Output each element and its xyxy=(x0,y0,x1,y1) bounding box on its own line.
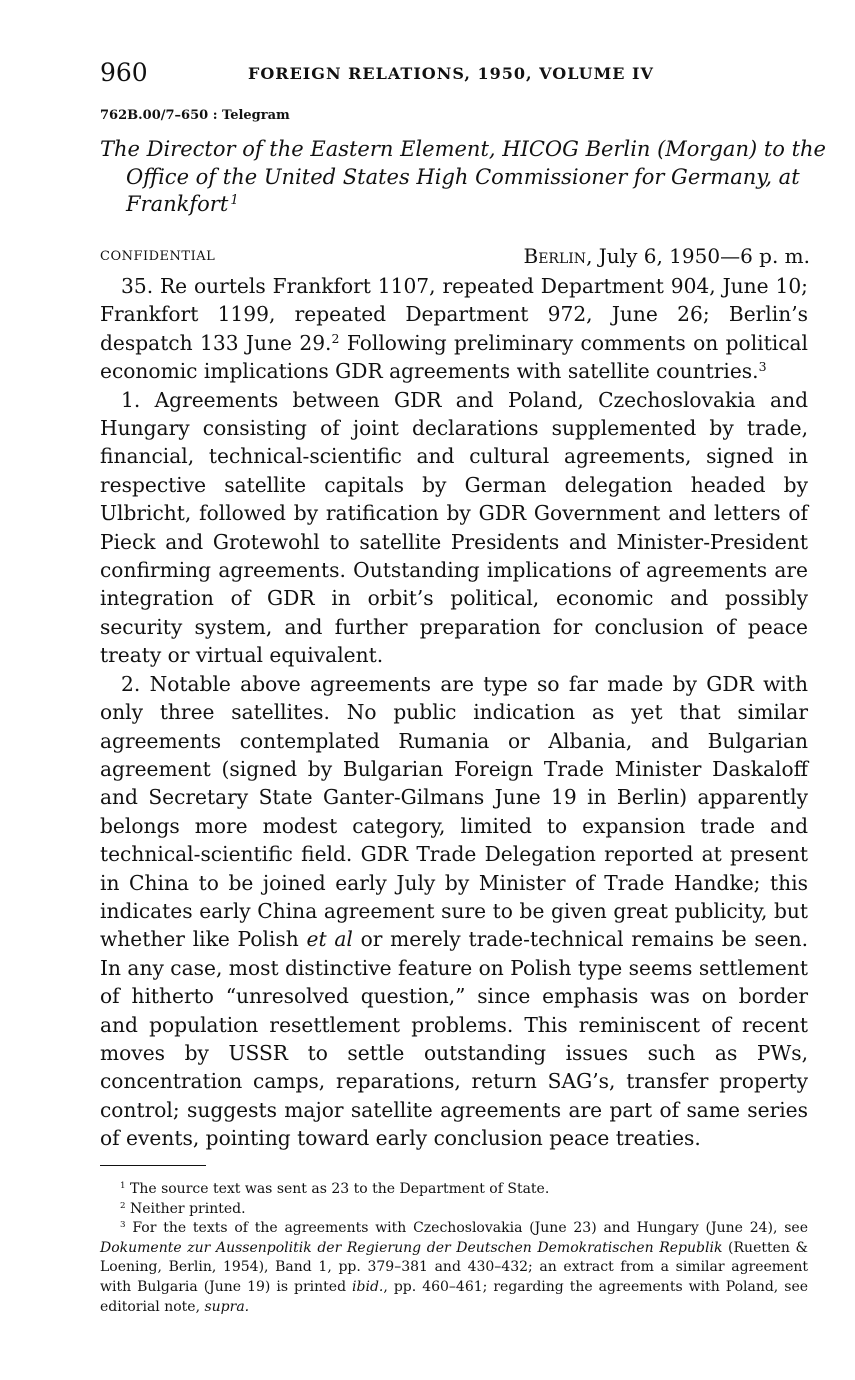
footnote-3-supra: supra. xyxy=(204,1298,250,1315)
footnote-3 xyxy=(100,1219,808,1317)
footnote-ref-1: 1 xyxy=(230,192,239,208)
file-reference: 762B.00/7–650 : Telegram xyxy=(100,108,290,123)
footnote-divider xyxy=(100,1165,206,1166)
classification-row xyxy=(100,244,810,270)
footnote-1 xyxy=(100,1180,808,1200)
page-header xyxy=(100,58,810,92)
footnotes xyxy=(100,1180,808,1317)
footnote-3-book-title: Dokumente zur Aussenpolitik der Regierung der Deutschen Demokratischen Republik xyxy=(100,1239,723,1256)
page-number: 960 xyxy=(100,58,148,87)
paragraph-intro-text-cont: Following preliminary comments on political economic implications GDR agreements with satellite countries. xyxy=(100,330,808,384)
classification-label: CONFIDENTIAL xyxy=(100,249,216,264)
dateline-date: , July 6, 1950—6 p. m. xyxy=(586,244,810,268)
footnote-2-text: Neither printed. xyxy=(125,1200,246,1217)
document-title-text: The Director of the Eastern Element, HICOG Berlin (Morgan) to the Office of the United States High Commissioner for Germany, at Frankfort xyxy=(100,137,826,216)
telegram-body xyxy=(100,272,808,1153)
dateline-place: Berlin xyxy=(523,244,587,268)
paragraph-2-text-cont: or merely trade-technical remains be seen. In any case, most distinctive feature on Polish type seems settlement of hitherto “unresolved question,” since emphasis was on border and population resettlement problems. This reminiscent of recent moves by USSR to settle outstanding issues such as PWs, concentration camps, reparations, return SAG’s, transfer property control; suggests major satellite agreements are part of same series of events, pointing toward early conclusion peace treaties. xyxy=(100,927,808,1151)
paragraph-intro-text: 35. Re ourtels Frankfort 1107, repeated Department 904, June 10; Frankfort 1199, repeated Department 972, June 26; Berlin’s despatch 133 June 29. xyxy=(100,274,808,355)
footnote-3-text-end: , pp. 460–461; regarding the agreements with Poland, see editorial note, xyxy=(100,1278,809,1315)
document-title xyxy=(100,136,836,219)
footnote-ref-2: 2 xyxy=(331,330,340,346)
paragraph-intro xyxy=(100,272,808,386)
paragraph-2-text: 2. Notable above agreements are type so far made by GDR with only three satellites. No public indication as yet that similar agreements contemplated Rumania or Albania, and Bulgarian agreement (signed by Bulgarian Foreign Trade Minister Daskaloff and Secretary State Ganter-Gilmans June 19 in Berlin) apparently belongs more modest category, limited to expansion trade and technical-scientific field. GDR Trade Delegation reported at present in China to be joined early July by Minister of Trade Handke; this indicates early China agreement sure to be given great publicity, but whether like Polish xyxy=(100,671,808,952)
footnote-1-mark: 1 xyxy=(120,1181,126,1192)
dateline xyxy=(524,244,810,268)
footnote-2 xyxy=(100,1200,808,1220)
paragraph-2-italic: et al xyxy=(306,927,353,952)
footnote-3-ibid: ibid. xyxy=(352,1278,384,1295)
footnote-2-mark: 2 xyxy=(120,1200,126,1211)
paragraph-1: 1. Agreements between GDR and Poland, Czechoslovakia and Hungary consisting of joint declarations supplemented by trade, financial, technical-scientific and cultural agreements, signed in respective satellite capitals by German delegation headed by Ulbricht, followed by ratification by GDR Government and letters of Pieck and Grotewohl to satellite Presidents and Minister-President confirming agreements. Outstanding implications of agreements are integration of GDR in orbit’s political, economic and possibly security system, and further preparation for conclusion of peace treaty or virtual equivalent. xyxy=(100,387,808,668)
paragraph-2 xyxy=(100,670,808,1153)
footnote-3-text-cont: (Ruetten & Loening, Berlin, 1954), Band 1, pp. 379–381 and 430–432; an extract from a similar agreement with Bulgaria (June 19) is printed xyxy=(100,1239,808,1295)
running-title: FOREIGN RELATIONS, 1950, VOLUME IV xyxy=(248,64,654,83)
footnote-3-text: For the texts of the agreements with Czechoslovakia (June 23) and Hungary (June 24), see xyxy=(125,1220,808,1237)
footnote-1-text: The source text was sent as 23 to the Department of State. xyxy=(125,1181,550,1197)
footnote-ref-3: 3 xyxy=(758,359,767,375)
footnote-3-mark: 3 xyxy=(120,1220,126,1231)
